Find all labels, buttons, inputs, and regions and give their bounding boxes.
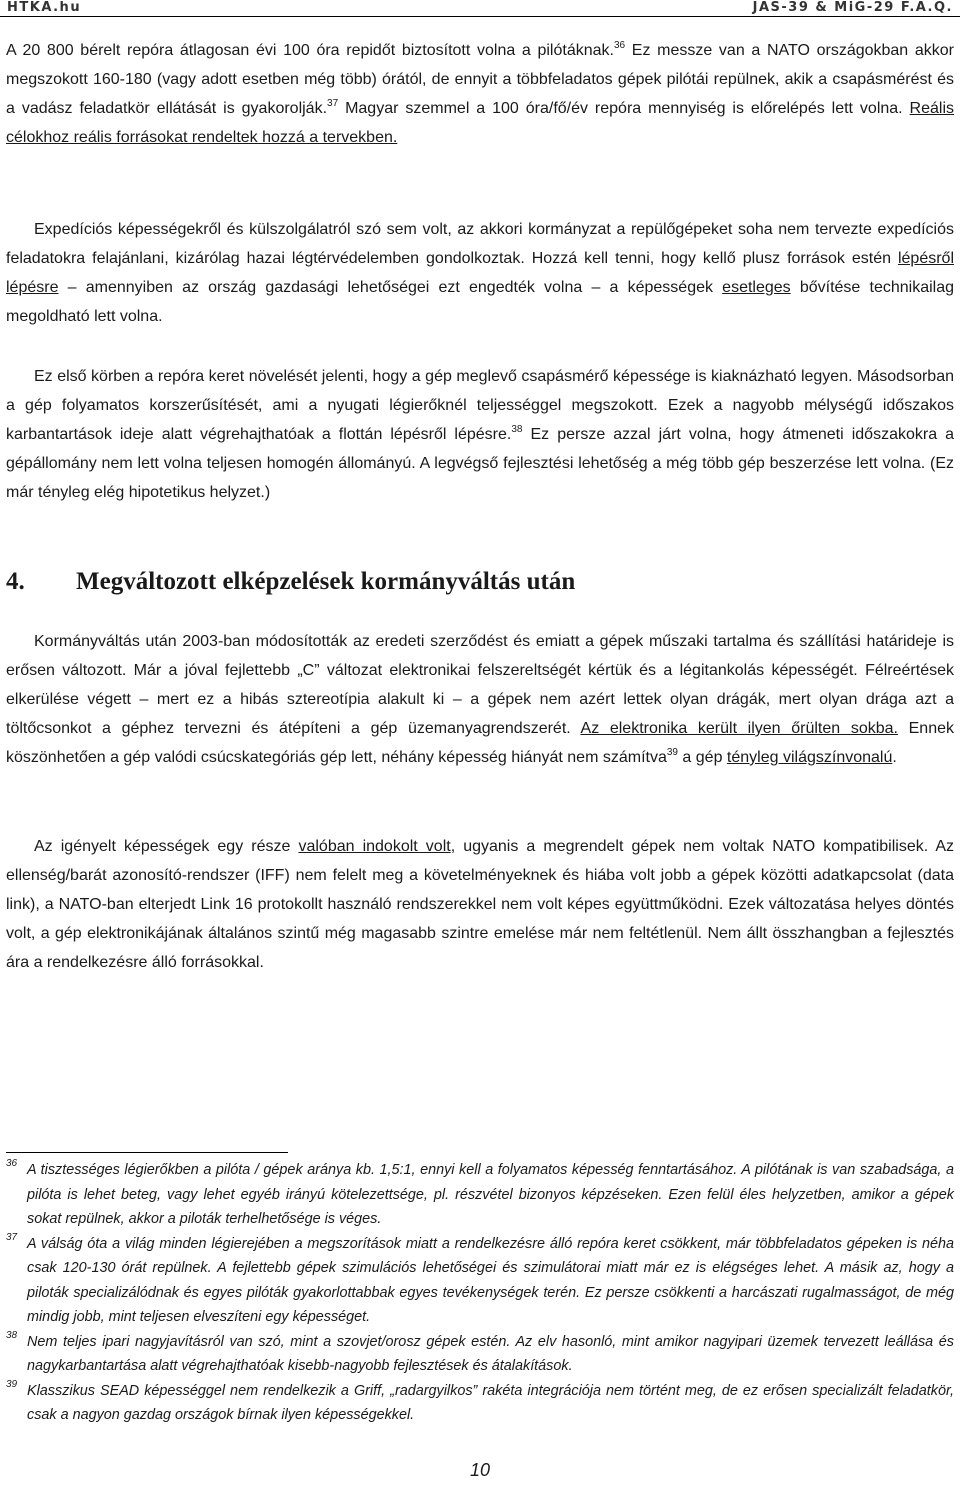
section-heading [6,568,575,596]
footnote-text: Nem teljes ipari nagyjavításról van szó, mint a szovjet/orosz gépek estén. Az elv hasonló, mint amikor nagyipari üzemek tervezett leállása és nagykarbantartása alatt végrehajthatóak kisebb-nagyobb fejlesztések és átalakítások. [27,1333,954,1374]
section-title: Megváltozott elképzelések kormányváltás után [76,568,576,595]
paragraph-text: bővítése technikailag megoldható lett volna. [6,279,955,325]
footnote-37 [6,1232,954,1330]
paragraph-text: Magyar szemmel a 100 óra/fő/év repóra mennyiség is előrelépés lett volna. [338,100,910,117]
footnote-text: Klasszikus SEAD képességgel nem rendelkezik a Griff, „radargyilkos” rakéta integrációja nem történt meg, de ez erősen specializált feladatkör, csak a nagyon gazdag országok bírnak ilyen képességekkel. [27,1382,954,1423]
paragraph-text: Az igényelt képességek egy része [34,838,299,855]
underlined-text: lépésről lépésre [6,250,954,296]
underlined-text: valóban indokolt volt [298,838,451,855]
underlined-text: Reális célokhoz reális forrásokat rendeltek hozzá a tervekben. [6,100,955,146]
paragraph-text: Expedíciós képességekről és külszolgálatról szó sem volt, az akkori kormányzat a repülőgépeket soha nem tervezte expedíciós feladatokra felajánlani, kizárólag hazai légtérvédelemben gondolkoztak. Hozzá kell tenni, hogy kellő plusz források estén [6,221,954,267]
header-document-title: JAS-39 & MiG-29 F.A.Q. [752,0,953,15]
footnotes [6,1158,954,1428]
paragraph-text: – amennyiben az ország gazdasági lehetőségei ezt engedték volna – a képességek [58,279,723,296]
running-header [0,0,960,16]
paragraph-5 [6,832,954,977]
paragraph-text: A 20 800 bérelt repóra átlagosan évi 100 óra repidőt biztosított volna a pilótáknak. [6,42,614,59]
paragraph-text: Ez messze van a NATO országokban akkor megszokott 160-180 (vagy adott esetben még több) órától, de ennyit a többfeladatos gépek pilótái repülnek, akik a csapásmérést és a vadász feladatkör ellátását is gyakorolják. [6,42,955,117]
footnote-number: 39 [6,1378,18,1390]
paragraph-3 [6,362,954,507]
footnote-number: 37 [6,1231,18,1243]
paragraph-text: , ugyanis a megrendelt gépek nem voltak NATO kompatibilisek. Az ellenség/barát azonosító-rendszer (IFF) nem felelt meg a követelményeknek és hiába volt jobb a gépek közötti adatkapcsolat (data link), a NATO-ban elterjedt Link 16 protokollt használó rendszerekkel nem volt képes együttműködni. Ezek változatása helyes döntés volt, a gép elektronikájának általános szintű még magasabb szintre emelése már nem feltétlenül. Nem állt összhangban a fejlesztés ára a rendelkezésre álló forrásokkal. [6,838,955,971]
header-rule [0,16,960,17]
footnote-ref-39[interactable]: 39 [666,747,678,758]
paragraph-text: a gép [677,749,727,766]
paragraph-2 [6,215,954,331]
section-number: 4. [6,568,25,595]
paragraph-text: Ennek köszönhetően a gép valódi csúcskategóriás gép lett, néhány képesség hiányát nem számítva [6,720,954,766]
paragraph-1 [6,36,954,152]
footnote-39 [6,1379,954,1428]
footnote-38 [6,1330,954,1379]
header-site-name: HTKA.hu [7,0,82,15]
paragraph-text: Kormányváltás után 2003-ban módosították az eredeti szerződést és emiatt a gépek műszaki tartalma és szállítási határideje is erősen változott. Már a jóval fejlettebb „C” változat elektronikai felszereltségét kértük és a légitankolás képességét. Félreértések elkerülése végett – mert ez a hibás sztereotípia alakult ki – a gépek nem azért lettek olyan drágák, mert olyan drága azt a töltőcsonkot a géphez tervezni és átépíteni a gép üzemanyagrendszerét. [6,633,954,737]
paragraph-4 [6,627,954,772]
paragraph-text: Ez első körben a repóra keret növelését jelenti, hogy a gép meglevő csapásmérő képessége is kiaknázható legyen. Másodsorban a gép folyamatos korszerűsítését, ami a nyugati légierőknél teljességgel megszokott. Ezek a nagyobb mélységű időszakos karbantartások ideje alatt végrehajthatóak a flottán lépésről lépésre. [6,368,954,443]
underlined-text: Az elektronika került ilyen őrülten sokba. [580,720,898,737]
paragraph-text: . [892,749,897,766]
footnote-text: A tisztességes légierőkben a pilóta / gépek aránya kb. 1,5:1, ennyi kell a folyamatos képesség fenntartásához. A pilótának is van szabadsága, a pilóta is lehet beteg, vagy lehet egyéb irányú kötelezettsége, pl. részvétel bizonyos képzéseken. Ezen felül éles helyzetben, amikor a gépek sokat repülnek, akkor a piloták terhelhetősége is véges. [27,1162,954,1227]
paragraph-text: Ez persze azzal járt volna, hogy átmeneti időszakokra a gépállomány nem lett volna teljesen homogén állományú. A legvégső fejlesztési lehetőség a még több gép beszerzése lett volna. (Ez már tényleg elég hipotetikus helyzet.) [6,426,955,501]
footnote-number: 38 [6,1329,18,1341]
footnote-36 [6,1158,954,1232]
footnote-text: A válság óta a világ minden légierejében a megszorítások miatt a rendelkezésre álló repóra keret csökkent, már többfeladatos gépeken is néha csak 120-130 órát repülnek. A fejlettebb gépek szimulációs lehetőségei és szimulátorai miatt már ez is elégséges lehet. A másik az, hogy a piloták specializálódnak és egyes pilóták gyakorlottabbak egyes tevékenységek terén. Ez persze csökkenti a harcászati rugalmasságot, de még mindig jobb, mint teljesen elveszíteni egy képességet. [27,1235,954,1325]
footnote-ref-38[interactable]: 38 [511,424,523,435]
footnote-separator [6,1152,288,1153]
underlined-text: tényleg világszínvonalú [726,749,893,766]
footnote-number: 36 [6,1158,18,1169]
footnote-ref-37[interactable]: 37 [327,98,339,109]
footnote-ref-36[interactable]: 36 [613,40,626,51]
page-number: 10 [469,1460,491,1480]
underlined-text: esetleges [722,279,791,296]
